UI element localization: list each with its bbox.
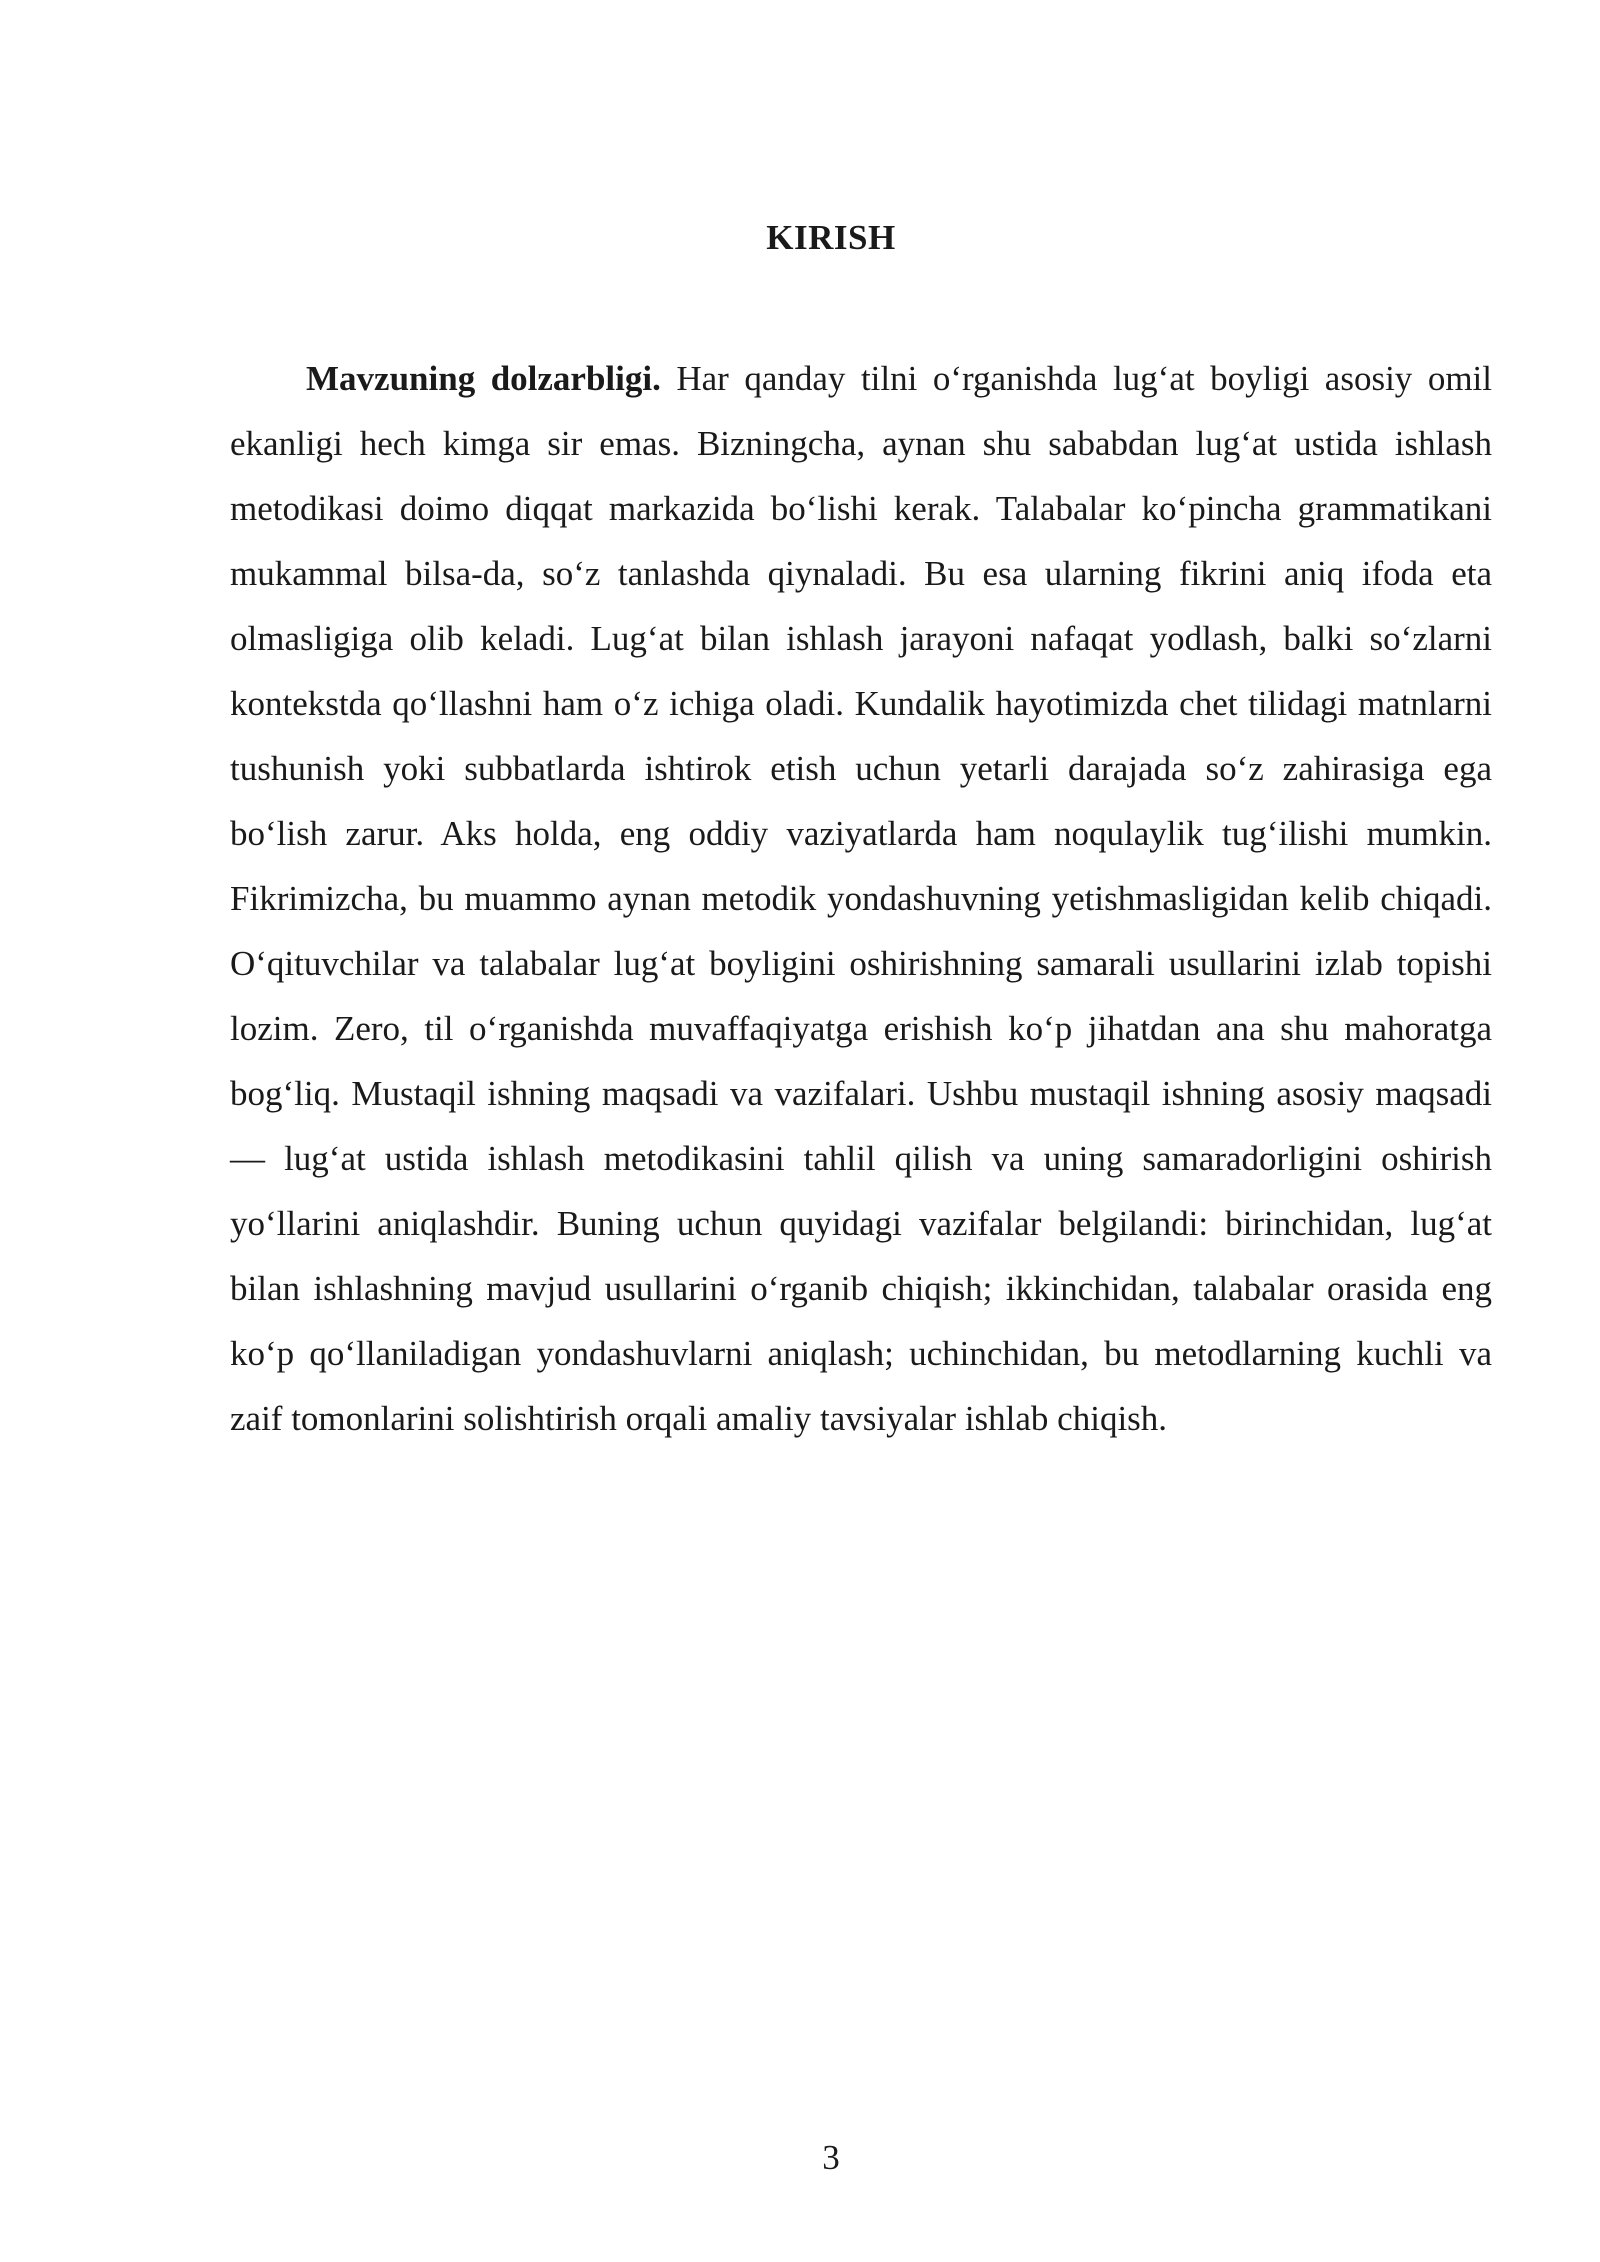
section-heading: KIRISH	[766, 218, 896, 257]
paragraph-text: Har qanday tilni o‘rganishda lug‘at boyligi asosiy omil ekanligi hech kimga sir emas. Bizningcha, aynan shu sababdan lug‘at ustida ishlash metodikasi doimo diqqat markazida bo‘lishi kerak. Talabalar ko‘pincha grammatikani mukammal bilsa-da, so‘z tanlashda qiynaladi. Bu esa ularning fikrini aniq ifoda eta olmasligiga olib keladi. Lug‘at bilan ishlash jarayoni nafaqat yodlash, balki so‘zlarni kontekstda qo‘llashni ham o‘z ichiga oladi. Kundalik hayotimizda chet tilidagi matnlarni tushunish yoki subbatlarda ishtirok etish uchun yetarli darajada so‘z zahirasiga ega bo‘lish zarur. Aks holda, eng oddiy vaziyatlarda ham noqulaylik tug‘ilishi mumkin. Fikrimizcha, bu muammo aynan metodik yondashuvning yetishmasligidan kelib chiqadi. O‘qituvchilar va talabalar lug‘at boyligini oshirishning samarali usullarini izlab topishi lozim. Zero, til o‘rganishda muvaffaqiyatga erishish ko‘p jihatdan ana shu mahoratga bog‘liq. Mustaqil ishning maqsadi va vazifalari. Ushbu mustaqil ishning asosiy maqsadi — lug‘at ustida ishlash metodikasini tahlil qilish va uning samaradorligini oshirish yo‘llarini aniqlashdir. Buning uchun quyidagi vazifalar belgilandi: birinchidan, lug‘at bilan ishlashning mavjud usullarini o‘rganib chiqish; ikkinchidan, talabalar orasida eng ko‘p qo‘llaniladigan yondashuvlarni aniqlash; uchinchidan, bu metodlarning kuchli va zaif tomonlarini solishtirish orqali amaliy tavsiyalar ishlab chiqish.	[230, 359, 1492, 1438]
page-number: 3	[822, 2138, 840, 2177]
paragraph-lead: Mavzuning dolzarbligi.	[306, 359, 661, 398]
body-paragraph	[230, 346, 1492, 1451]
